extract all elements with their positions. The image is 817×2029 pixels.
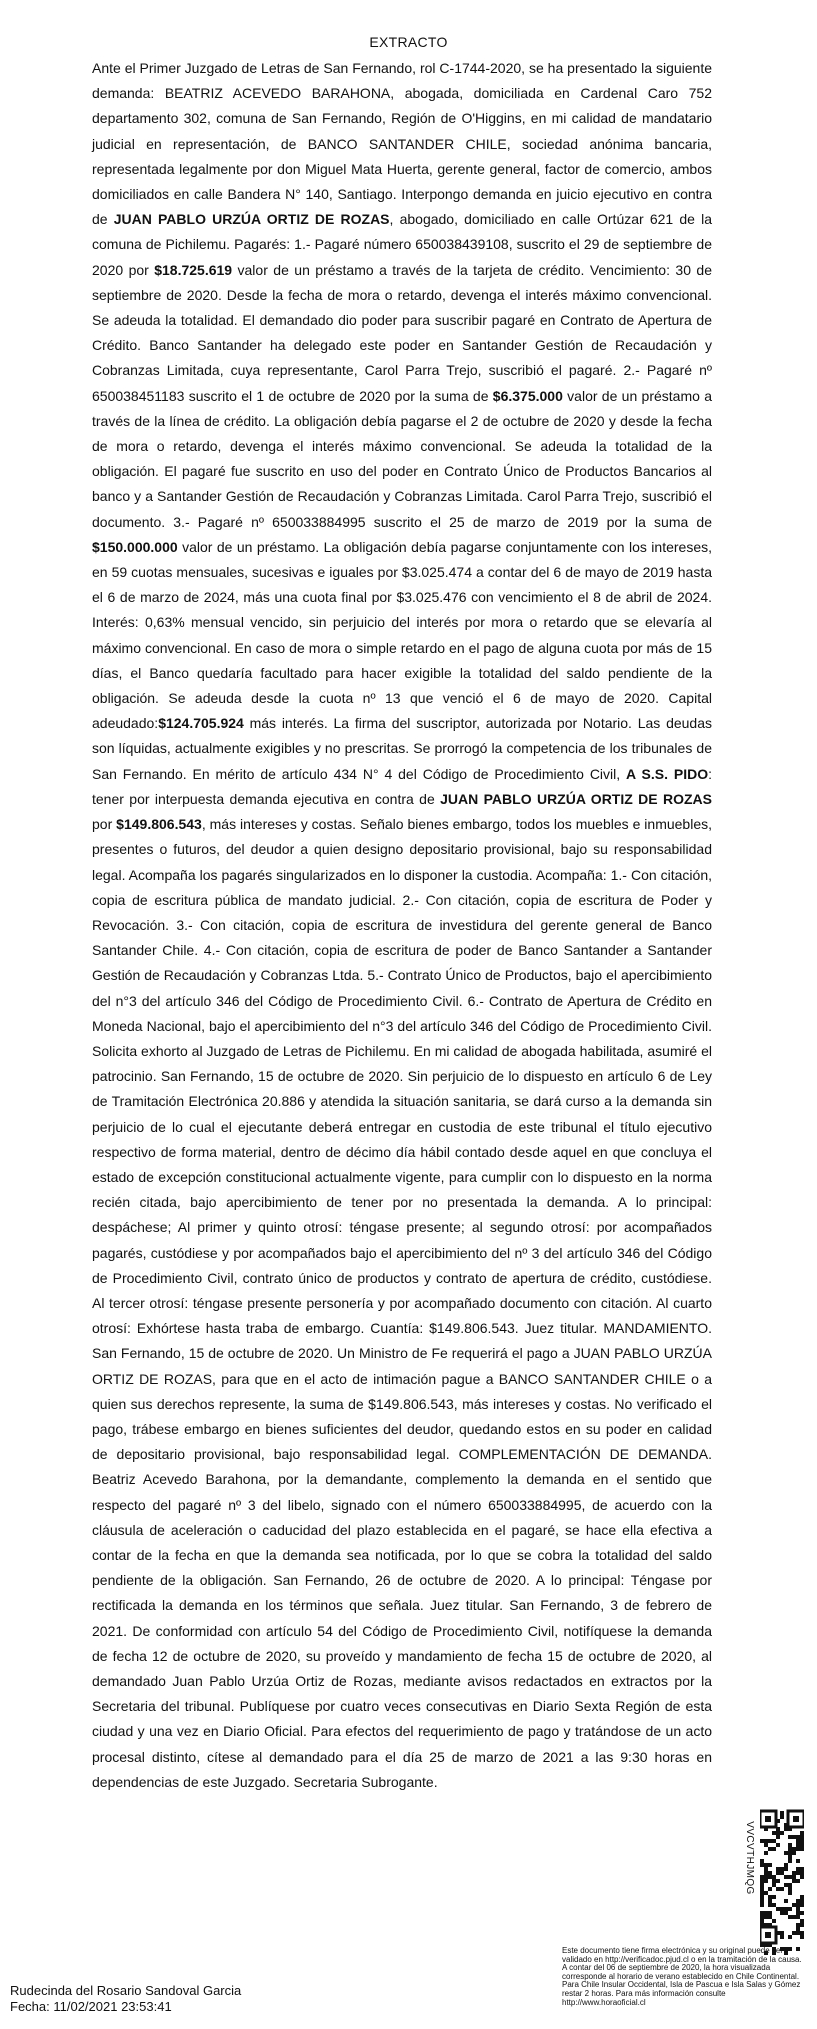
signer-name: Rudecinda del Rosario Sandoval Garcia — [10, 1983, 242, 1998]
bold-text-run: $18.725.619 — [154, 261, 233, 278]
text-run: : tener por interpuesta demanda ejecutiva en contra de — [92, 765, 712, 807]
verification-note: Este documento tiene firma electrónica y su original puede ser validado en http://verificadoc.pjud.cl o en la tramitación de la causa. — [562, 1946, 802, 1964]
text-run: valor de un préstamo a través de la línea de crédito. La obligación debía pagarse el 2 de octubre de 2020 y desde la fecha de mora o retardo, devenga el interés máximo convencional. Se adeuda la totalidad de la obligación. El pagaré fue suscrito en uso del poder en Contrato Único de Productos Bancarios al banco y a Santander Gestión de Recaudación y Cobranzas Limitada. Carol Parra Trejo, suscribió el documento. 3.- Pagaré nº 650033884995 suscrito el 25 de marzo de 2019 por la suma de — [92, 387, 712, 530]
signature-date: Fecha: 11/02/2021 23:53:41 — [10, 1999, 172, 2014]
timezone-note: A contar del 06 de septiembre de 2020, la hora visualizada corresponde al horario de verano establecido en Chile Continental. Para Chile Insular Occidental, Isla de Pascua e Isla Salas y Gómez restar 2 horas. Para más información consulte http://www.horaoficial.cl — [562, 1963, 801, 2007]
bold-text-run: A S.S. PIDO — [626, 765, 709, 782]
text-run: Ante el Primer Juzgado de Letras de San Fernando, rol C-1744-2020, se ha presentado la siguiente demanda: BEATRIZ ACEVEDO BARAHONA, abogada, domiciliada en Cardenal Caro 752 departamento 302, comuna de San Fernando, Región de O'Higgins, en mi calidad de mandatario judicial en representación, de BANCO SANTANDER CHILE, sociedad anónima bancaria, representada legalmente por don Miguel Mata Huerta, gerente general, factor de comercio, ambos domiciliados en calle Bandera N° 140, Santiago. Interpongo demanda en juicio ejecutivo en contra de — [92, 60, 712, 228]
bold-text-run: $6.375.000 — [492, 387, 563, 404]
text-run: valor de un préstamo. La obligación debía pagarse conjuntamente con los intereses, en 59 cuotas mensuales, sucesivas e iguales por $3.025.474 a contar del 6 de mayo de 2019 hasta el 6 de marzo de 2024, más una cuota final por $3.025.476 con vencimiento el 8 de abril de 2024. Interés: 0,63% mensual vencido, sin perjuicio del interés por mora o retardo que se elevaría al máximo convencional. En caso de mora o simple retardo en el pago de alguna cuota por más de 15 días, el Banco quedaría facultado para hacer exigible la totalidad del saldo pendiente de la obligación. Se adeuda desde la cuota nº 13 que venció el 6 de mayo de 2020. Capital adeudado: — [92, 538, 712, 732]
qr-code-icon — [760, 1809, 804, 1955]
text-run: valor de un préstamo a través de la tarjeta de crédito. Vencimiento: 30 de septiembre de 2020. Desde la fecha de mora o retardo, devenga el interés máximo convencional. Se adeuda la totalidad. El demandado dio poder para suscribir pagaré en Contrato de Apertura de Crédito. Banco Santander ha delegado este poder en Santander Gestión de Recaudación y Cobranzas Limitada, cuya representante, Carol Parra Trejo, suscribió el pagaré. 2.- Pagaré nº 650038451183 suscrito el 1 de octubre de 2020 por la suma de — [92, 261, 712, 404]
bold-text-run: $150.000.000 — [92, 538, 178, 555]
bold-text-run: JUAN PABLO URZÚA ORTIZ DE ROZAS — [440, 790, 713, 807]
text-run: , más intereses y costas. Señalo bienes embargo, todos los muebles e inmuebles, presentes o futuros, del deudor a quien designo depositario provisional, bajo su responsabilidad legal. Acompaña los pagarés singularizados en lo disponer la custodia. Acompaña: 1.- Con citación, copia de escritura pública de mandato judicial. 2.- Con citación, copia de escritura de Poder y Revocación. 3.- Con citación, copia de escritura de investidura del gerente general de Banco Santander Chile. 4.- Con citación, copia de escritura de poder de Banco Santander a Santander Gestión de Recaudación y Cobranzas Ltda. 5.- Contrato Único de Productos, bajo el apercibimiento del n°3 del artículo 346 del Código de Procedimiento Civil. 6.- Contrato de Apertura de Crédito en Moneda Nacional, bajo el apercibimiento del n°3 del artículo 346 del Código de Procedimiento Civil. Solicita exhorto al Juzgado de Letras de Pichilemu. En mi calidad de abogada habilitada, asumiré el patrocinio. San Fernando, 15 de octubre de 2020. Sin perjuicio de lo dispuesto en artículo 6 de Ley de Tramitación Electrónica 20.886 y atendida la situación sanitaria, se dará curso a la demanda sin perjuicio de lo cual el ejecutante deberá entregar en custodia de este tribunal el título ejecutivo respectivo de forma material, dentro de décimo día hábil contado desde aquel en que concluya el estado de excepción constitucional actualmente vigente, para cumplir con lo dispuesto en la norma recién citada, bajo apercibimiento de tener por no presentada la demanda. A lo principal: despáchese; Al primer y quinto otrosí: téngase presente; al segundo otrosí: por acompañados pagarés, custódiese y por acompañados bajo el apercibimiento del nº 3 del artículo 346 del Código de Procedimiento Civil, contrato único de productos y contrato de apertura de crédito, custódiese. Al tercer otrosí: téngase presente personería y por acompañado documento con citación. Al cuarto otrosí: Exhórtese hasta traba de embargo. Cuantía: $149.806.543. Juez titular. MANDAMIENTO. San Fernando, 15 de octubre de 2020. Un Ministro de Fe requerirá el pago a JUAN PABLO URZÚA ORTIZ DE ROZAS, para que en el acto de intimación pague a BANCO SANTANDER CHILE o a quien sus derechos represente, la suma de $149.806.543, más intereses y costas. No verificado el pago, trábese embargo en bienes suficientes del deudor, quedando estos en su poder en calidad de depositario provisional, bajo responsabilidad legal. COMPLEMENTACIÓN DE DEMANDA. Beatriz Acevedo Barahona, por la demandante, complemento la demanda en el sentido que respecto del pagaré nº 3 del libelo, signado con el número 650033884995, de acuerdo con la cláusula de aceleración o caducidad del plazo establecida en el pagaré, se hace ella efectiva a contar de la fecha en que la demanda sea notificada, por lo que se cobra la totalidad del saldo pendiente de la obligación. San Fernando, 26 de octubre de 2020. A lo principal: Téngase por rectificada la demanda en los términos que señala. Juez titular. San Fernando, 3 de febrero de 2021. De conformidad con artículo 54 del Código de Procedimiento Civil, notifíquese la demanda de fecha 12 de octubre de 2020, su proveído y mandamiento de fecha 15 de octubre de 2020, al demandado Juan Pablo Urzúa Ortiz de Rozas, mediante avisos redactados en extractos por la Secretaria del tribunal. Publíquese por cuatro veces consecutivas en Diario Sexta Región de esta ciudad y una vez en Diario Oficial. Para efectos del requerimiento de pago y tratándose de un acto procesal distinto, cítese al demandado para el día 25 de marzo de 2021 a las 9:30 horas en dependencias de este Juzgado. Secretaria Subrogante. — [92, 816, 713, 1790]
document-body — [92, 56, 712, 1795]
bold-text-run: $124.705.924 — [158, 715, 244, 732]
electronic-signature-note — [562, 1947, 804, 2007]
signature-block — [10, 1983, 241, 2015]
text-run: más interés. La firma del suscriptor, autorizada por Notario. Las deudas son líquidas, actualmente exigibles y no prescritas. Se prorrogó la competencia de los tribunales de San Fernando. En mérito de artículo 434 N° 4 del Código de Procedimiento Civil, — [92, 715, 712, 782]
verification-code: VVCVTHJMQG — [744, 1821, 755, 1895]
text-run: por — [92, 816, 117, 833]
text-run: , abogado, domiciliado en calle Ortúzar 621 de la comuna de Pichilemu. Pagarés: 1.- Pagaré número 650038439108, suscrito el 29 de septiembre de 2020 por — [92, 211, 712, 278]
bold-text-run: $149.806.543 — [116, 816, 202, 833]
bold-text-run: JUAN PABLO URZÚA ORTIZ DE ROZAS — [113, 211, 390, 228]
document-title: EXTRACTO — [369, 34, 448, 50]
